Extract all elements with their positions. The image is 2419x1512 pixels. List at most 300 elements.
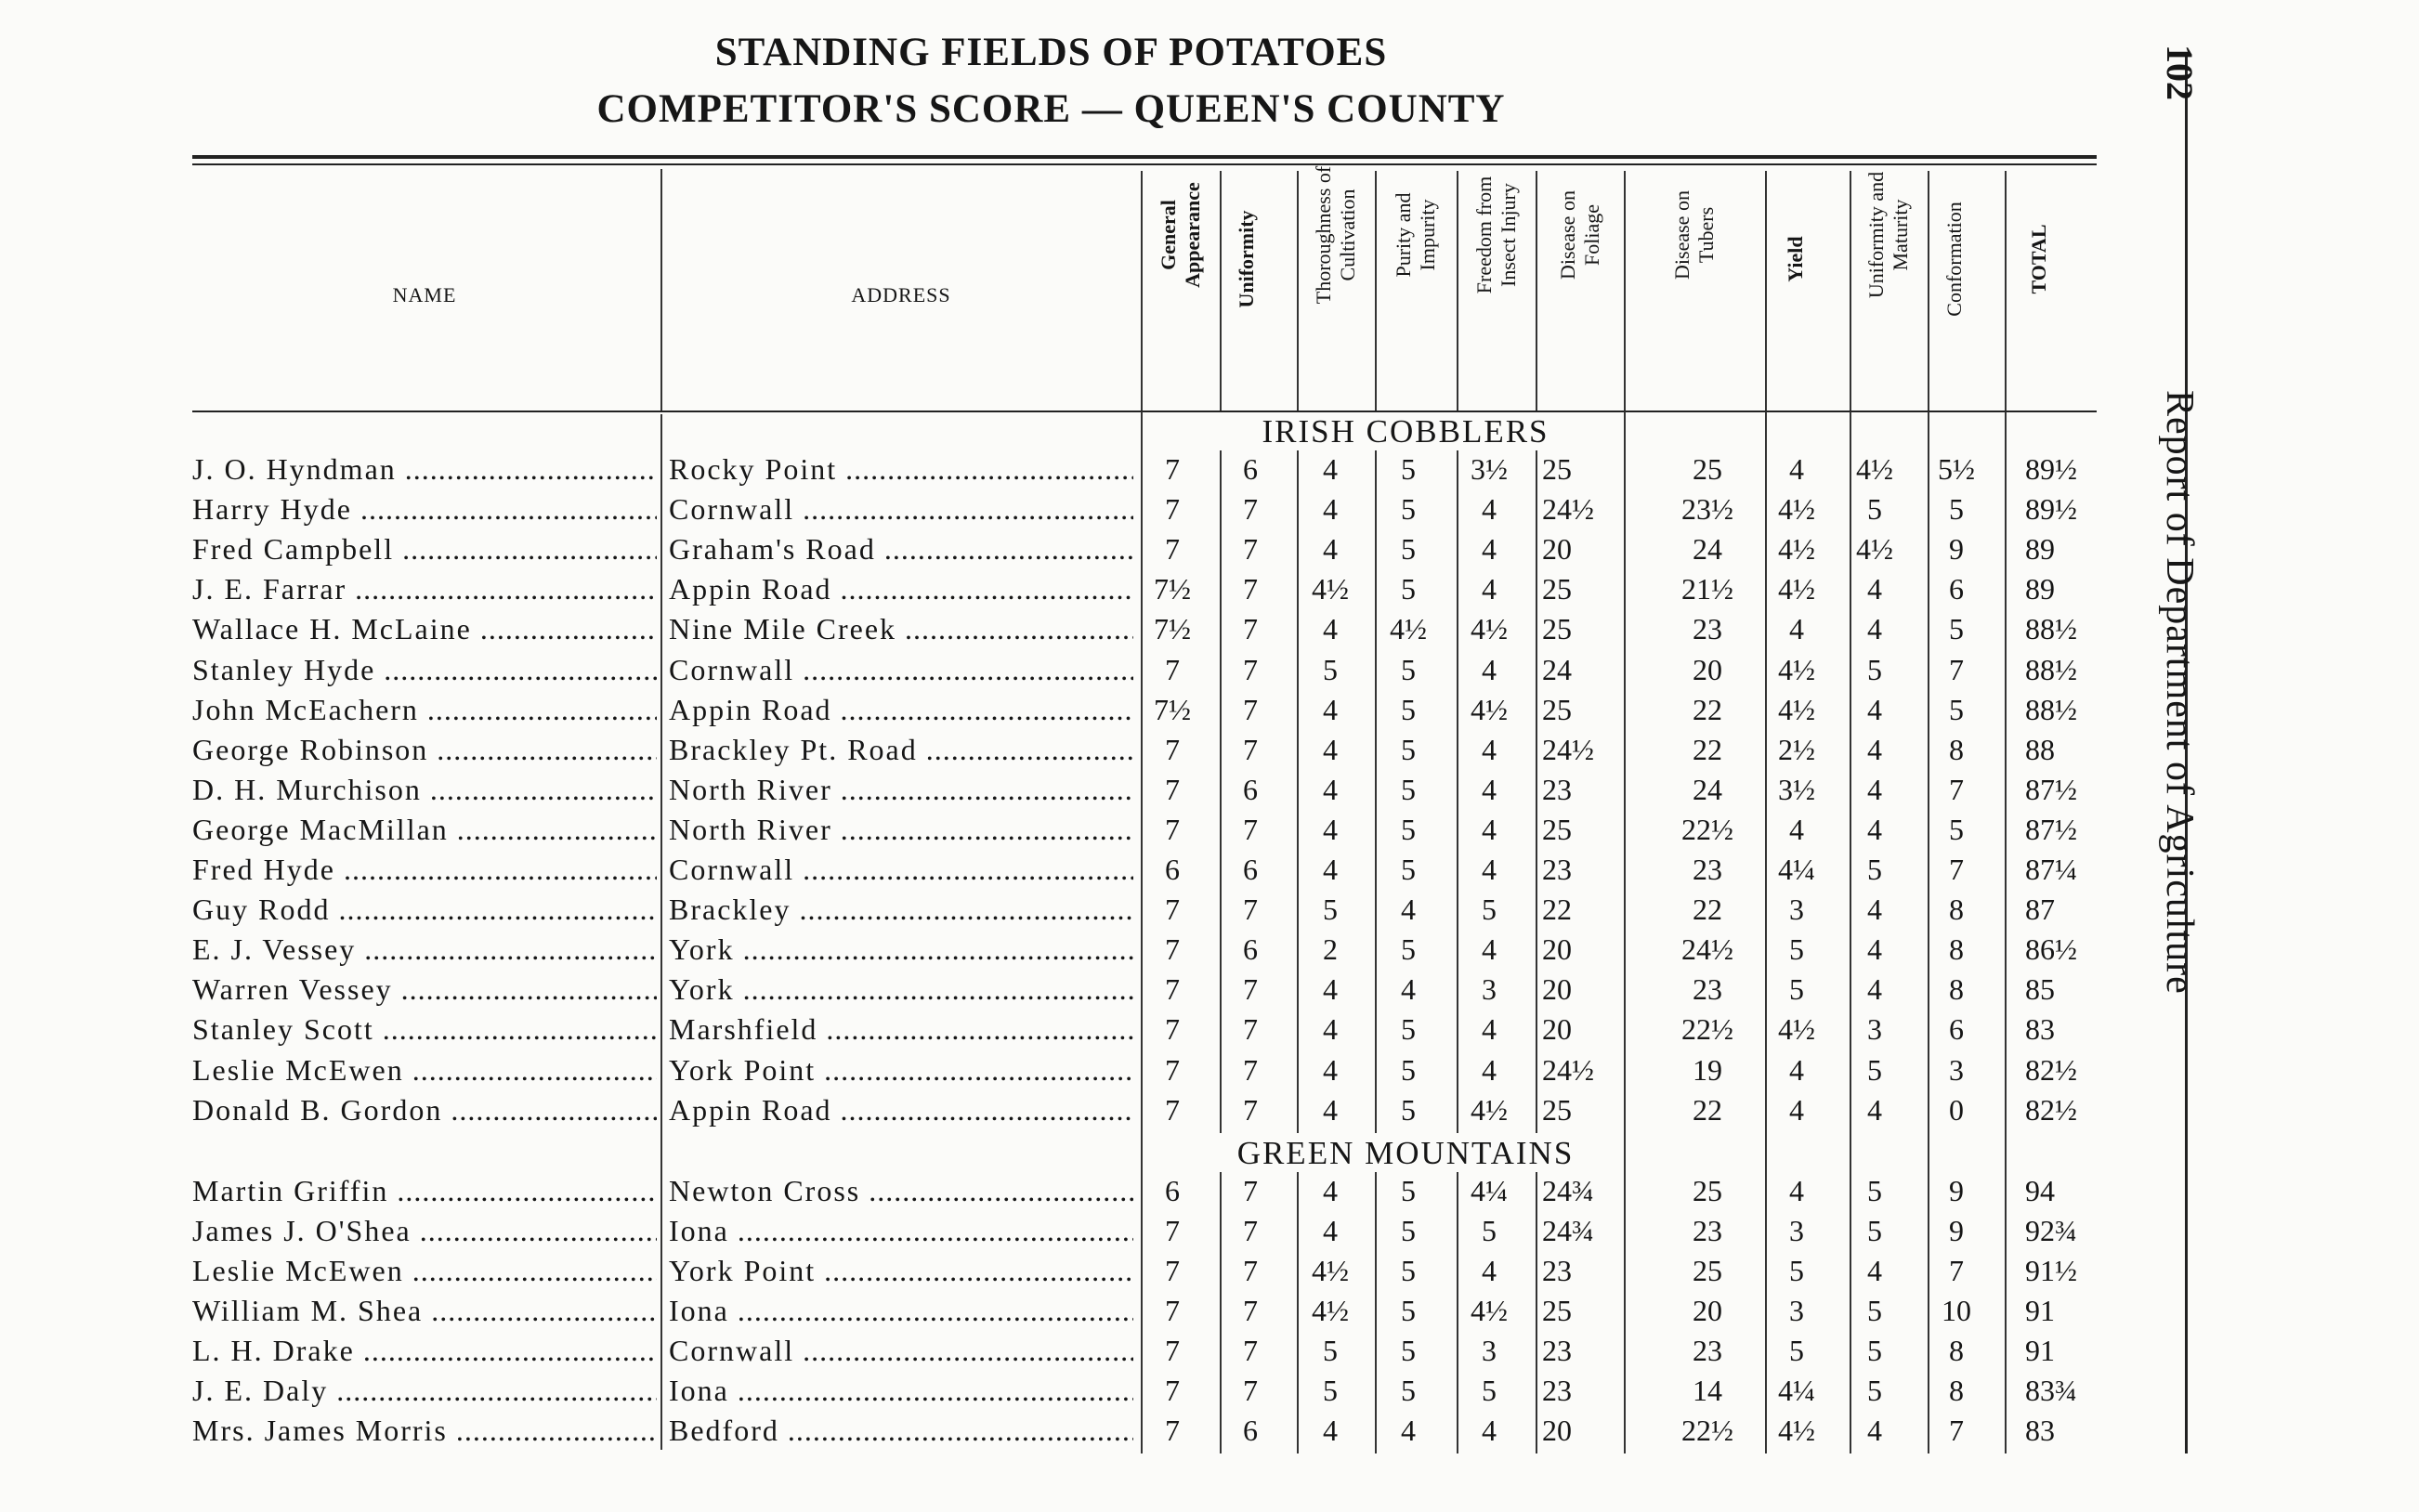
- competitor-address: [669, 492, 1133, 529]
- competitor-name-text: Leslie McEwen: [192, 1052, 404, 1087]
- score-cell: 7: [1243, 1334, 1258, 1368]
- score-cell: 4: [1867, 612, 1882, 646]
- score-cell: 24: [1693, 532, 1722, 567]
- score-cell: 4: [1482, 572, 1497, 606]
- competitor-name-text: Donald B. Gordon: [192, 1092, 443, 1127]
- table-row: [0, 972, 2137, 1012]
- score-cell: 5: [1401, 452, 1416, 486]
- score-cell: 5: [1323, 652, 1338, 686]
- score-cell: 20: [1542, 532, 1572, 567]
- competitor-name: [192, 733, 657, 770]
- score-cell: 5: [1401, 492, 1416, 527]
- competitor-address: [669, 853, 1133, 890]
- competitor-name: [192, 452, 657, 489]
- score-cell: 7: [1165, 972, 1180, 1007]
- score-cell: 5: [1401, 1213, 1416, 1247]
- score-cell: 4: [1323, 812, 1338, 846]
- score-cell: 25: [1542, 1092, 1572, 1127]
- table-row: [0, 733, 2137, 773]
- score-cell: 4: [1323, 1052, 1338, 1087]
- competitor-address-text: Brackley Pt. Road: [669, 732, 918, 766]
- score-column-header: Yield: [1783, 236, 1807, 282]
- score-cell: 7: [1165, 812, 1180, 846]
- table-row: [0, 932, 2137, 972]
- competitor-address-text: York: [669, 972, 735, 1007]
- score-cell: 91½: [2025, 1253, 2077, 1287]
- score-cell: 5½: [1938, 452, 1975, 486]
- section-heading: IRISH COBBLERS: [1262, 413, 1549, 450]
- score-cell: 4: [1482, 853, 1497, 886]
- score-cell: 88½: [2025, 692, 2077, 726]
- competitor-address: [669, 572, 1133, 609]
- score-cell: 4¼: [1778, 1374, 1815, 1408]
- score-cell: 6: [1949, 572, 1964, 606]
- name-address-rule-head: [660, 169, 662, 411]
- score-cell: 23: [1693, 612, 1722, 646]
- score-cell: 25: [1542, 812, 1572, 846]
- competitor-address-text: Cornwall: [669, 652, 795, 686]
- score-cell: 21½: [1681, 572, 1733, 606]
- competitor-address-text: Cornwall: [669, 492, 795, 527]
- score-cell: 4: [1867, 1253, 1882, 1287]
- competitor-name: [192, 853, 657, 890]
- score-cell: 4: [1867, 1092, 1882, 1127]
- score-cell: 3: [1482, 972, 1497, 1007]
- score-cell: 7½: [1154, 692, 1191, 726]
- score-cell: 24½: [1542, 492, 1594, 527]
- score-cell: 5: [1867, 1213, 1882, 1247]
- score-cell: 3: [1482, 1334, 1497, 1368]
- score-cell: 7: [1165, 532, 1180, 567]
- score-cell: 4½: [1471, 1092, 1508, 1127]
- score-cell: 24½: [1542, 1052, 1594, 1087]
- score-cell: 24½: [1542, 732, 1594, 766]
- score-cell: 91: [2025, 1334, 2055, 1368]
- score-cell: 5: [1867, 1294, 1882, 1327]
- score-header-rule: [1850, 171, 1851, 411]
- competitor-address-text: York Point: [669, 1052, 817, 1087]
- score-column-header: Disease on Tubers: [1670, 190, 1718, 280]
- competitor-name: [192, 773, 657, 810]
- score-cell: 23: [1693, 853, 1722, 886]
- competitor-address-text: Graham's Road: [669, 532, 876, 567]
- score-cell: 5: [1867, 1334, 1882, 1368]
- score-cell: 5: [1401, 692, 1416, 726]
- score-cell: 4: [1323, 612, 1338, 646]
- score-cell: 10: [1942, 1294, 1971, 1327]
- score-cell: 4: [1867, 1414, 1882, 1448]
- score-cell: 87½: [2025, 772, 2077, 806]
- score-cell: 4: [1789, 1052, 1804, 1087]
- score-cell: 4½: [1778, 492, 1815, 527]
- score-column-header: Disease on Foliage: [1555, 190, 1603, 280]
- score-cell: 4: [1323, 1173, 1338, 1207]
- competitor-address-text: Newton Cross: [669, 1173, 861, 1207]
- table-row: [0, 1254, 2137, 1294]
- competitor-name-text: William M. Shea: [192, 1294, 424, 1327]
- score-cell: 4½: [1312, 1253, 1349, 1287]
- competitor-address: [669, 1174, 1133, 1211]
- score-cell: 6: [1243, 1414, 1258, 1448]
- score-cell: 7: [1243, 732, 1258, 766]
- score-cell: 23: [1693, 1334, 1722, 1368]
- table-row: [0, 452, 2137, 492]
- competitor-address: [669, 813, 1133, 850]
- score-cell: 4: [1323, 772, 1338, 806]
- score-cell: 6: [1243, 452, 1258, 486]
- score-cell: 4: [1482, 1253, 1497, 1287]
- score-cell: 7: [1165, 1374, 1180, 1408]
- score-cell: 9: [1949, 532, 1964, 567]
- score-cell: 6: [1243, 853, 1258, 886]
- table-row: [0, 693, 2137, 733]
- competitor-name-text: Fred Hyde: [192, 853, 335, 886]
- score-header-rule: [1220, 171, 1222, 411]
- score-cell: 89: [2025, 572, 2055, 606]
- score-cell: 7: [1243, 972, 1258, 1007]
- score-cell: 4: [1789, 452, 1804, 486]
- score-cell: 7: [1165, 1253, 1180, 1287]
- score-cell: 4: [1482, 1052, 1497, 1087]
- score-cell: 4: [1789, 1173, 1804, 1207]
- score-cell: 25: [1693, 452, 1722, 486]
- score-cell: 7: [1243, 1213, 1258, 1247]
- score-cell: 4: [1482, 812, 1497, 846]
- side-title: Report of Department of Agriculture: [2158, 390, 2201, 995]
- competitor-name: [192, 572, 657, 609]
- score-cell: 5: [1789, 1253, 1804, 1287]
- score-cell: 7: [1165, 1334, 1180, 1368]
- score-cell: 5: [1789, 1334, 1804, 1368]
- score-cell: 4: [1482, 652, 1497, 686]
- score-cell: 5: [1949, 812, 1964, 846]
- score-cell: 24¾: [1542, 1173, 1594, 1207]
- competitor-name: [192, 492, 657, 529]
- score-cell: 6: [1243, 772, 1258, 806]
- score-cell: 4½: [1778, 1012, 1815, 1047]
- score-cell: 4: [1867, 772, 1882, 806]
- name-column-header: NAME: [392, 283, 457, 306]
- competitor-name-text: Leslie McEwen: [192, 1253, 404, 1287]
- score-cell: 5: [1323, 1374, 1338, 1408]
- table-row: [0, 1053, 2137, 1093]
- score-cell: 87¼: [2025, 853, 2077, 886]
- score-cell: 5: [1482, 1213, 1497, 1247]
- score-cell: 5: [1401, 853, 1416, 886]
- score-cell: 4: [1323, 853, 1338, 886]
- score-cell: 23: [1693, 1213, 1722, 1247]
- competitor-address-text: Rocky Point: [669, 452, 838, 486]
- score-cell: 9: [1949, 1173, 1964, 1207]
- score-cell: 23: [1693, 972, 1722, 1007]
- score-cell: 87: [2025, 893, 2055, 927]
- score-cell: 5: [1949, 692, 1964, 726]
- competitor-name: [192, 1174, 657, 1211]
- score-cell: 4½: [1471, 1294, 1508, 1327]
- competitor-address: [669, 773, 1133, 810]
- competitor-address: [669, 532, 1133, 569]
- competitor-name: [192, 1093, 657, 1130]
- competitor-name-text: Mrs. James Morris: [192, 1414, 448, 1448]
- score-cell: 3½: [1778, 772, 1815, 806]
- score-cell: 22½: [1681, 812, 1733, 846]
- score-cell: 6: [1949, 1012, 1964, 1047]
- competitor-address: [669, 1294, 1133, 1331]
- table-row: [0, 492, 2137, 532]
- score-cell: 88: [2025, 732, 2055, 766]
- score-column-header: General Appearance: [1156, 182, 1204, 288]
- score-cell: 4: [1867, 932, 1882, 967]
- score-cell: 24: [1542, 652, 1572, 686]
- competitor-address: [669, 1214, 1133, 1251]
- score-cell: 3: [1789, 1213, 1804, 1247]
- score-cell: 4½: [1778, 692, 1815, 726]
- score-cell: 5: [1949, 612, 1964, 646]
- competitor-address-text: York Point: [669, 1253, 817, 1287]
- score-cell: 20: [1542, 1012, 1572, 1047]
- score-cell: 5: [1401, 1173, 1416, 1207]
- score-cell: 7: [1165, 1052, 1180, 1087]
- score-header-rule: [1297, 171, 1299, 411]
- score-cell: 7: [1243, 1012, 1258, 1047]
- score-cell: 25: [1542, 692, 1572, 726]
- score-cell: 89: [2025, 532, 2055, 567]
- score-cell: 4: [1482, 932, 1497, 967]
- score-cell: 24: [1693, 772, 1722, 806]
- score-cell: 4: [1789, 612, 1804, 646]
- competitor-address: [669, 893, 1133, 930]
- score-cell: 4½: [1778, 532, 1815, 567]
- score-cell: 8: [1949, 932, 1964, 967]
- score-header-rule: [2005, 171, 2007, 411]
- score-cell: 22½: [1681, 1012, 1733, 1047]
- score-cell: 20: [1542, 972, 1572, 1007]
- competitor-name: [192, 1254, 657, 1291]
- table-row: [0, 1294, 2137, 1334]
- competitor-address-text: Appin Road: [669, 1092, 832, 1127]
- table-row: [0, 572, 2137, 612]
- score-cell: 25: [1542, 1294, 1572, 1327]
- competitor-address: [669, 1374, 1133, 1411]
- competitor-name: [192, 813, 657, 850]
- score-cell: 22: [1542, 893, 1572, 927]
- score-cell: 23: [1542, 772, 1572, 806]
- score-header-rule: [1457, 171, 1458, 411]
- score-cell: 4: [1323, 1012, 1338, 1047]
- score-header-rule: [1141, 171, 1143, 411]
- competitor-name: [192, 693, 657, 730]
- score-cell: 5: [1482, 1374, 1497, 1408]
- score-cell: 8: [1949, 893, 1964, 927]
- score-cell: 5: [1401, 1052, 1416, 1087]
- competitor-name: [192, 893, 657, 930]
- competitor-name-text: Warren Vessey: [192, 972, 393, 1007]
- score-cell: 20: [1693, 1294, 1722, 1327]
- score-cell: 23: [1542, 1334, 1572, 1368]
- score-cell: 5: [1867, 492, 1882, 527]
- competitor-name-text: D. H. Murchison: [192, 772, 422, 806]
- score-cell: 6: [1165, 1173, 1180, 1207]
- score-cell: 25: [1542, 452, 1572, 486]
- score-cell: 3: [1789, 893, 1804, 927]
- score-cell: 87½: [2025, 812, 2077, 846]
- page-subtitle: COMPETITOR'S SCORE — QUEEN'S COUNTY: [596, 87, 1506, 131]
- competitor-name-text: L. H. Drake: [192, 1334, 355, 1368]
- score-cell: 5: [1401, 1092, 1416, 1127]
- score-column-header: Conformation: [1942, 202, 1966, 317]
- score-cell: 5: [1867, 853, 1882, 886]
- competitor-address: [669, 1012, 1133, 1049]
- score-cell: 22: [1693, 893, 1722, 927]
- score-cell: 4½: [1856, 452, 1893, 486]
- competitor-name-text: Stanley Hyde: [192, 652, 376, 686]
- score-column-header: TOTAL: [2026, 224, 2050, 294]
- score-cell: 7: [1243, 652, 1258, 686]
- score-cell: 4: [1867, 572, 1882, 606]
- score-cell: 7: [1949, 772, 1964, 806]
- score-cell: 23: [1542, 853, 1572, 886]
- score-cell: 4: [1323, 1414, 1338, 1448]
- score-cell: 22: [1693, 1092, 1722, 1127]
- score-cell: 5: [1482, 893, 1497, 927]
- score-column-header: Freedom from Insect Injury: [1471, 176, 1520, 294]
- score-cell: 4: [1401, 1414, 1416, 1448]
- score-cell: 4: [1323, 452, 1338, 486]
- score-cell: 4½: [1312, 572, 1349, 606]
- score-cell: 7: [1243, 1374, 1258, 1408]
- score-cell: 5: [1949, 492, 1964, 527]
- score-cell: 7: [1243, 1253, 1258, 1287]
- competitor-address-text: North River: [669, 772, 832, 806]
- table-row: [0, 1414, 2137, 1453]
- score-header-rule: [1765, 171, 1767, 411]
- score-cell: 2½: [1778, 732, 1815, 766]
- score-cell: 23: [1542, 1253, 1572, 1287]
- score-cell: 8: [1949, 1334, 1964, 1368]
- score-cell: 94: [2025, 1173, 2055, 1207]
- competitor-address: [669, 653, 1133, 690]
- score-cell: 6: [1165, 853, 1180, 886]
- competitor-address: [669, 932, 1133, 970]
- score-cell: 5: [1789, 932, 1804, 967]
- score-cell: 20: [1542, 932, 1572, 967]
- top-rule-thin: [192, 163, 2097, 165]
- competitor-address-text: Appin Road: [669, 692, 832, 726]
- competitor-address: [669, 693, 1133, 730]
- score-column-header: Uniformity and Maturity: [1864, 171, 1912, 299]
- score-cell: 7: [1165, 772, 1180, 806]
- score-cell: 0: [1949, 1092, 1964, 1127]
- page-number: 102: [2159, 45, 2201, 100]
- score-cell: 20: [1542, 1414, 1572, 1448]
- score-cell: 82½: [2025, 1092, 2077, 1127]
- table-row: [0, 813, 2137, 853]
- score-cell: 7: [1165, 1414, 1180, 1448]
- competitor-address-text: Iona: [669, 1374, 729, 1408]
- score-cell: 4: [1323, 972, 1338, 1007]
- score-cell: 5: [1401, 1374, 1416, 1408]
- score-cell: 8: [1949, 1374, 1964, 1408]
- score-cell: 7: [1243, 492, 1258, 527]
- competitor-address-text: Cornwall: [669, 1334, 795, 1368]
- score-cell: 5: [1401, 1012, 1416, 1047]
- competitor-address: [669, 972, 1133, 1010]
- score-cell: 4½: [1778, 572, 1815, 606]
- score-cell: 3: [1867, 1012, 1882, 1047]
- score-cell: 7: [1243, 1052, 1258, 1087]
- score-cell: 4: [1401, 893, 1416, 927]
- score-cell: 4: [1867, 972, 1882, 1007]
- score-cell: 4: [1789, 1092, 1804, 1127]
- score-cell: 7: [1243, 532, 1258, 567]
- page-title: STANDING FIELDS OF POTATOES: [714, 31, 1388, 74]
- score-cell: 5: [1867, 652, 1882, 686]
- competitor-address-text: Nine Mile Creek: [669, 612, 897, 646]
- score-cell: 4: [1323, 732, 1338, 766]
- score-header-rule: [1624, 171, 1626, 411]
- score-cell: 5: [1323, 1334, 1338, 1368]
- competitor-name: [192, 972, 657, 1010]
- competitor-name: [192, 1294, 657, 1331]
- score-cell: 7: [1949, 853, 1964, 886]
- competitor-address: [669, 1093, 1133, 1130]
- score-cell: 4: [1867, 812, 1882, 846]
- score-cell: 4: [1482, 1012, 1497, 1047]
- score-cell: 4¼: [1778, 853, 1815, 886]
- competitor-name: [192, 532, 657, 569]
- score-cell: 2: [1323, 932, 1338, 967]
- score-cell: 5: [1401, 652, 1416, 686]
- competitor-name-text: John McEachern: [192, 692, 419, 726]
- competitor-name: [192, 1012, 657, 1049]
- score-cell: 86½: [2025, 932, 2077, 967]
- score-cell: 4: [1482, 492, 1497, 527]
- competitor-address-text: Iona: [669, 1294, 729, 1327]
- score-cell: 7: [1165, 732, 1180, 766]
- score-cell: 4: [1789, 812, 1804, 846]
- competitor-name: [192, 1053, 657, 1090]
- score-header-rule: [1536, 171, 1537, 411]
- score-cell: 4: [1867, 692, 1882, 726]
- score-cell: 19: [1693, 1052, 1722, 1087]
- score-cell: 7: [1949, 1253, 1964, 1287]
- score-cell: 89½: [2025, 492, 2077, 527]
- score-column-header: Uniformity: [1234, 210, 1258, 308]
- address-column-header: ADDRESS: [851, 283, 951, 306]
- score-cell: 4: [1323, 492, 1338, 527]
- score-cell: 4: [1323, 692, 1338, 726]
- score-cell: 89½: [2025, 452, 2077, 486]
- competitor-name-text: E. J. Vessey: [192, 932, 357, 967]
- competitor-name-text: Harry Hyde: [192, 492, 352, 527]
- table-row: [0, 1334, 2137, 1374]
- top-rule: [192, 155, 2097, 159]
- score-cell: 88½: [2025, 652, 2077, 686]
- score-cell: 8: [1949, 732, 1964, 766]
- score-header-rule: [1375, 171, 1377, 411]
- score-cell: 7: [1949, 1414, 1964, 1448]
- score-cell: 5: [1401, 812, 1416, 846]
- competitor-name-text: George MacMillan: [192, 812, 449, 846]
- score-cell: 5: [1401, 732, 1416, 766]
- competitor-address: [669, 1414, 1133, 1451]
- score-cell: 4¼: [1471, 1173, 1508, 1207]
- score-column-header: Thoroughness of Cultivation: [1312, 165, 1359, 305]
- competitor-address-text: Cornwall: [669, 853, 795, 886]
- header-rule: [192, 411, 2097, 412]
- competitor-address: [669, 612, 1133, 649]
- score-cell: 7: [1243, 692, 1258, 726]
